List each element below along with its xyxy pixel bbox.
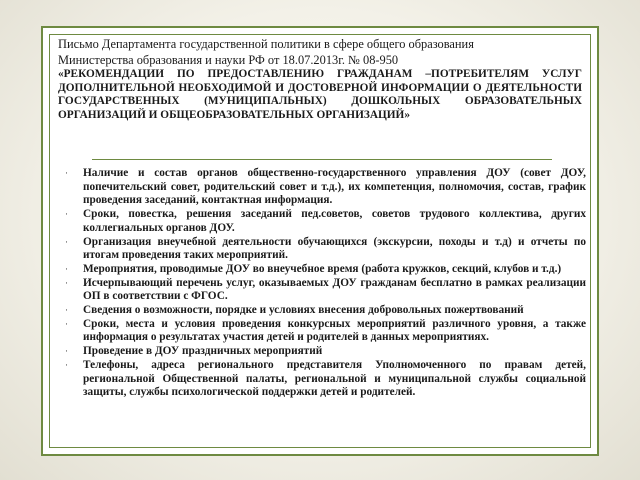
bullet-icon: · xyxy=(65,305,68,316)
list-item-text: Организация внеучебной деятельности обучающихся (экскурсии, походы и т.д) и отчеты по итогам проведения таких мероприятий. xyxy=(83,235,586,262)
list-item xyxy=(62,236,586,263)
bullet-icon: · xyxy=(65,277,68,288)
list-item-text: Сведения о возможности, порядке и условиях внесения добровольных пожертвований xyxy=(83,304,524,317)
list-item-text: Исчерпывающий перечень услуг, оказываемых ДОУ гражданам бесплатно в рамках реализации ОП в соответствии с ФГОС. xyxy=(83,276,586,303)
letter-reference-line-2: Министерства образования и науки РФ от 18.07.2013г. № 08-950 xyxy=(58,53,399,67)
list-item-text: Проведение в ДОУ праздничных мероприятий xyxy=(83,345,323,358)
list-item-text: Наличие и состав органов общественно-государственного управления ДОУ (совет ДОУ, попечительский совет, родительский совет и т.д.), их компетенция, полномочия, состав, график проведения заседаний, контактная информация. xyxy=(83,167,586,207)
bullet-icon: · xyxy=(65,168,68,178)
title-divider xyxy=(92,159,552,160)
bullet-icon: · xyxy=(65,346,68,357)
document-title: «РЕКОМЕНДАЦИИ ПО ПРЕДОСТАВЛЕНИЮ ГРАЖДАНАМ –ПОТРЕБИТЕЛЯМ УСЛУГ ДОПОЛНИТЕЛЬНОЙ НЕОБХОДИМОЙ И ДОСТОВЕРНОЙ ИНФОРМАЦИИ О ДЕЯТЕЛЬНОСТИ ГОСУДАРСТВЕННЫХ (МУНИЦИПАЛЬНЫХ) ДОШКОЛЬНЫХ ОБРАЗОВАТЕЛЬНЫХ ОРГАНИЗАЦИЙ И ОБЩЕОБРАЗОВАТЕЛЬНЫХ ОРГАНИЗАЦИЙ» xyxy=(58,68,582,121)
list-item xyxy=(62,318,586,345)
bullet-icon: · xyxy=(65,318,68,329)
bullet-icon: · xyxy=(65,263,68,274)
list-item-text: Сроки, повестка, решения заседаний пед.советов, советов трудового коллектива, других коллегиальных органов ДОУ. xyxy=(83,208,586,234)
slide-header xyxy=(58,36,582,122)
bullet-icon: · xyxy=(65,236,68,247)
list-item-text: Телефоны, адреса регионального представителя Уполномоченного по правам детей, региональной Общественной палаты, региональной и муниципальной службы социальной защиты, службы психологической поддержки детей и родителей. xyxy=(83,358,586,399)
list-item-text: Мероприятия, проводимые ДОУ во внеучебное время (работа кружков, секций, клубов и т.д.) xyxy=(83,262,562,275)
list-item xyxy=(62,359,586,400)
list-item xyxy=(62,167,586,208)
list-item xyxy=(62,263,586,277)
letter-reference-line-1: Письмо Департамента государственной политики в сфере общего образования xyxy=(58,37,474,51)
requirements-list xyxy=(62,167,586,400)
bullet-icon: · xyxy=(65,359,68,370)
list-item xyxy=(62,345,586,359)
list-item xyxy=(62,304,586,318)
bullet-icon: · xyxy=(65,209,68,220)
list-item xyxy=(62,208,586,235)
list-item xyxy=(62,277,586,304)
list-item-text: Сроки, места и условия проведения конкурсных мероприятий различного уровня, а также информация о результатах участия детей и родителей в данных мероприятиях. xyxy=(83,317,586,344)
